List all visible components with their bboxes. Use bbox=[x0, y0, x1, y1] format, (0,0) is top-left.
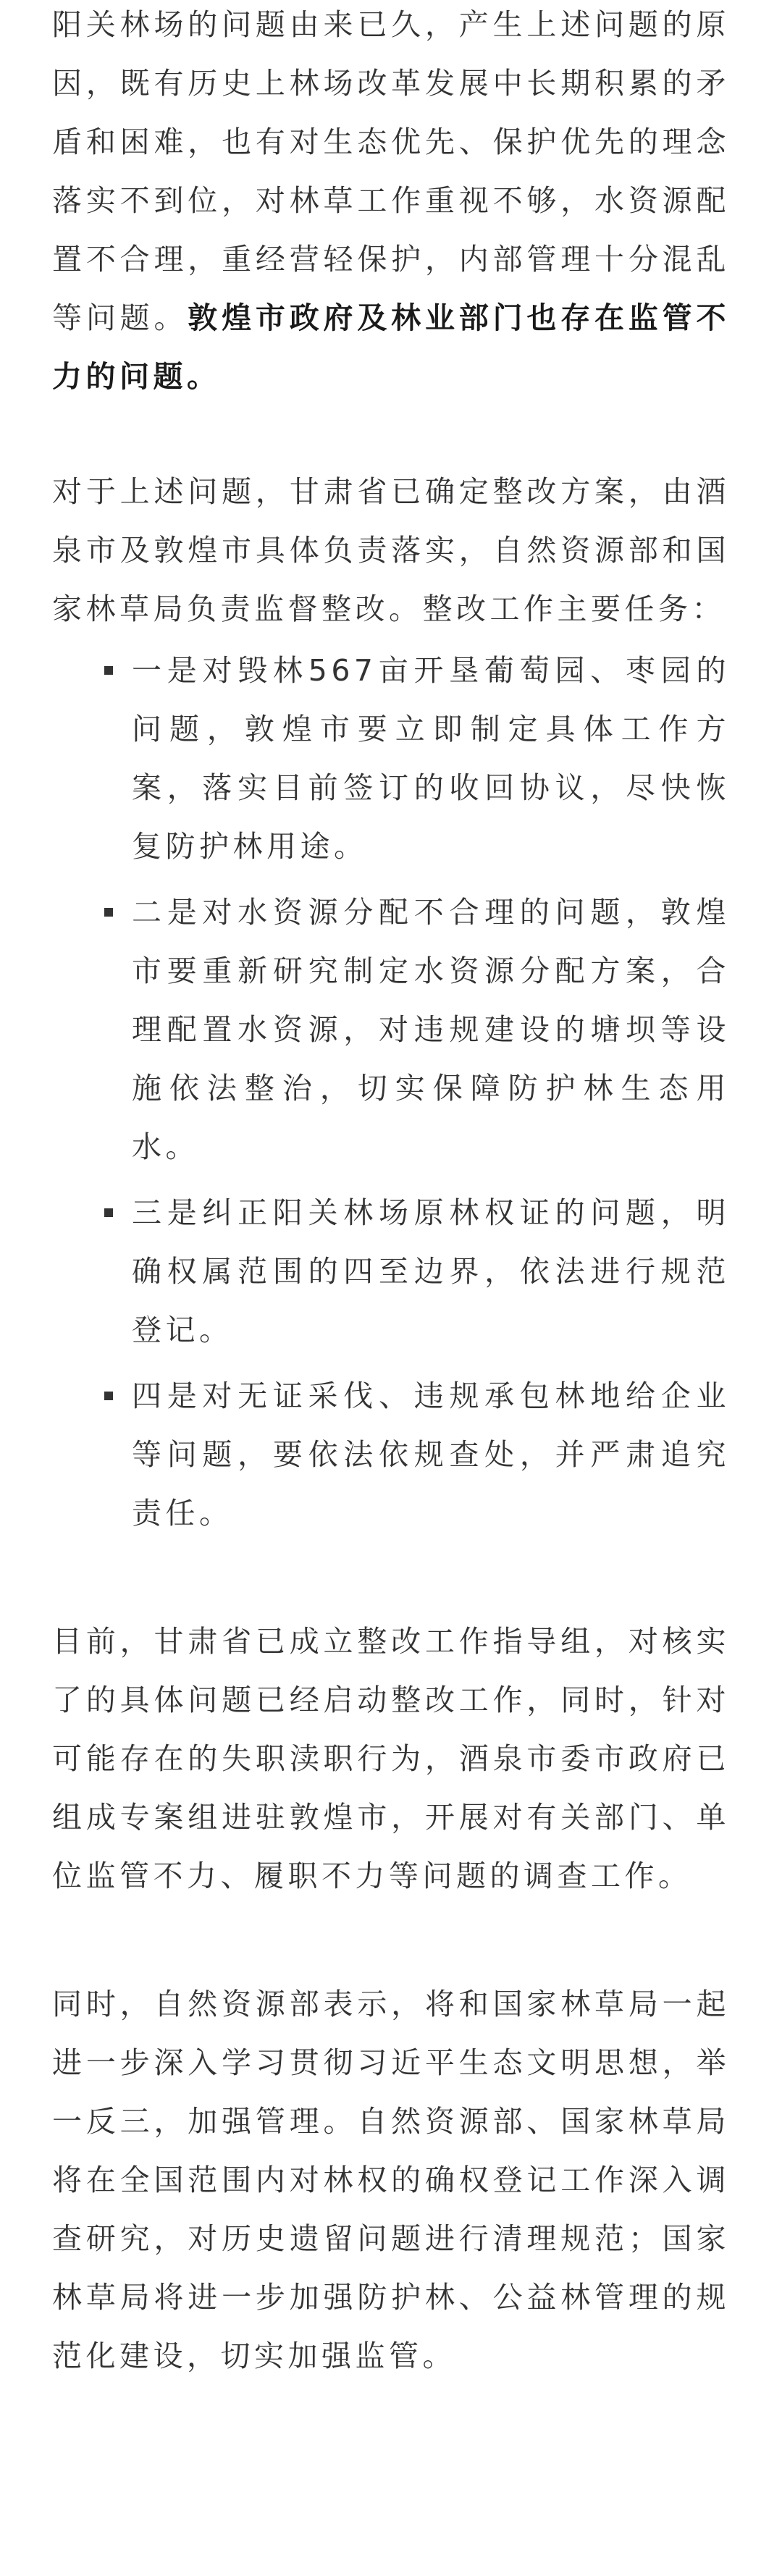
bullet-square-icon bbox=[104, 1392, 113, 1400]
paragraph-origin-of-problems bbox=[52, 0, 730, 406]
bullet-square-icon bbox=[104, 666, 113, 675]
list-item bbox=[104, 641, 730, 876]
bullet-square-icon bbox=[104, 1208, 113, 1217]
bold-statement: 敦煌市政府及林业部门也存在监管不力的问题。 bbox=[52, 300, 731, 394]
task-list bbox=[52, 641, 730, 1543]
list-item bbox=[104, 883, 730, 1177]
list-item bbox=[104, 1367, 730, 1543]
list-item-text: 一是对毁林567亩开垦葡萄园、枣园的问题，敦煌市要立即制定具体工作方案，落实目前签订的收回协议，尽快恢复防护林用途。 bbox=[132, 653, 730, 864]
bullet-square-icon bbox=[104, 908, 113, 917]
list-item-text: 四是对无证采伐、违规承包林地给企业等问题，要依法依规查处，并严肃追究责任。 bbox=[132, 1379, 730, 1531]
paragraph-ministry-statement: 同时，自然资源部表示，将和国家林草局一起进一步深入学习贯彻习近平生态文明思想，举一反三，加强管理。自然资源部、国家林草局将在全国范围内对林权的确权登记工作深入调查研究，对历史遗留问题进行清理规范；国家林草局将进一步加强防护林、公益林管理的规范化建设，切实加强监管。 bbox=[52, 1987, 730, 2373]
list-item-text: 二是对水资源分配不合理的问题，敦煌市要重新研究制定水资源分配方案，合理配置水资源，对违规建设的塘坝等设施依法整治，切实保障防护林生态用水。 bbox=[132, 895, 730, 1164]
list-item-text: 三是纠正阳关林场原林权证的问题，明确权属范围的四至边界，依法进行规范登记。 bbox=[132, 1195, 730, 1347]
list-item bbox=[104, 1184, 730, 1360]
paragraph-current-progress: 目前，甘肃省已成立整改工作指导组，对核实了的具体问题已经启动整改工作，同时，针对可能存在的失职渎职行为，酒泉市委市政府已组成专案组进驻敦煌市，开展对有关部门、单位监管不力、履职不力等问题的调查工作。 bbox=[52, 1624, 730, 1893]
paragraph-rectification-plan: 对于上述问题，甘肃省已确定整改方案，由酒泉市及敦煌市具体负责落实，自然资源部和国家林草局负责监督整改。整改工作主要任务： bbox=[52, 474, 730, 626]
paragraph-text: 阳关林场的问题由来已久，产生上述问题的原因，既有历史上林场改革发展中长期积累的矛盾和困难，也有对生态优先、保护优先的理念落实不到位，对林草工作重视不够，水资源配置不合理，重经营轻保护，内部管理十分混乱等问题。 bbox=[52, 7, 730, 335]
